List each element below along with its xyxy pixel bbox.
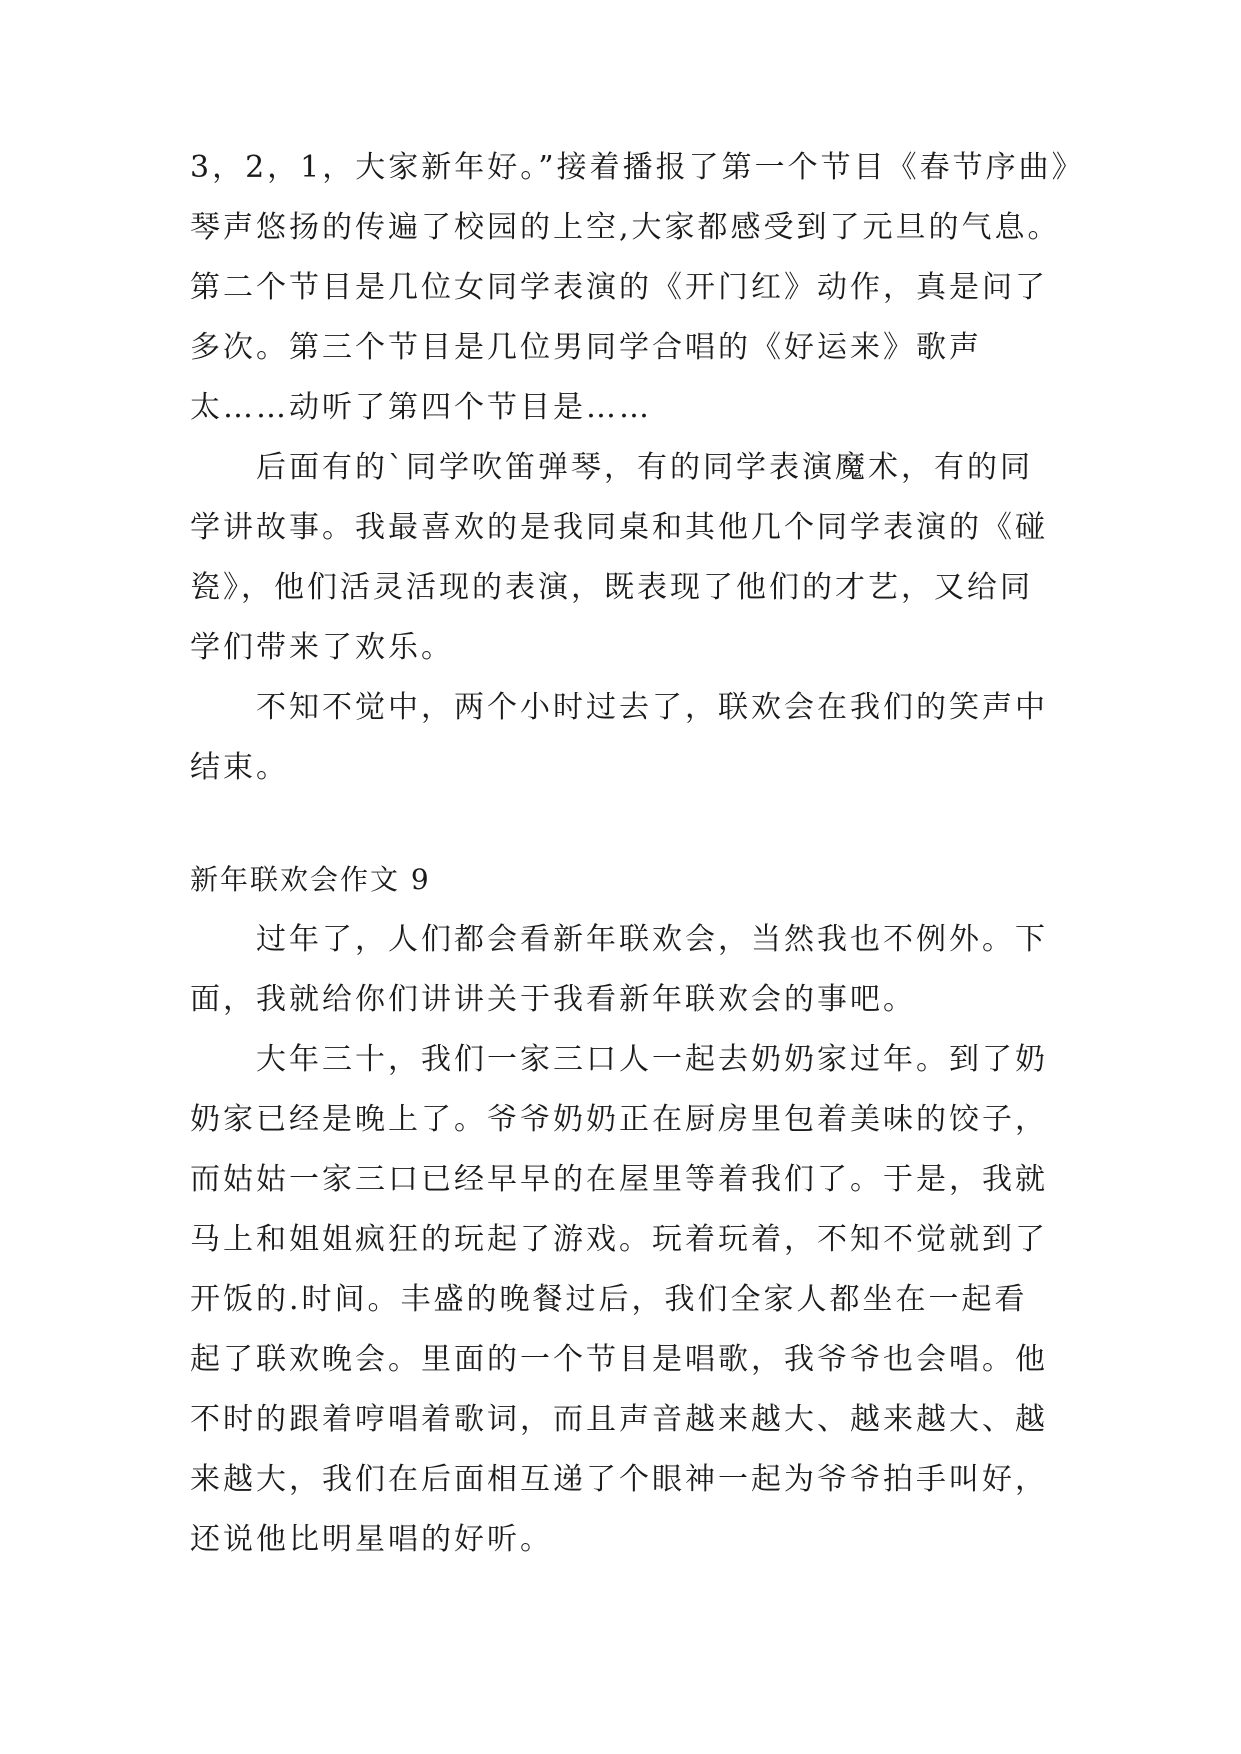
section-title: 新年联欢会作文 9 — [190, 863, 431, 896]
paragraph-line: 马上和姐姐疯狂的玩起了游戏。玩着玩着，不知不觉就到了 — [190, 1222, 1048, 1257]
paragraph-line: 多次。第三个节目是几位男同学合唱的《好运来》歌声 — [190, 330, 982, 365]
paragraph-line: 后面有的`同学吹笛弹琴，有的同学表演魔术，有的同 — [256, 450, 1033, 485]
paragraph-line: 学讲故事。我最喜欢的是我同桌和其他几个同学表演的《碰 — [190, 510, 1048, 545]
paragraph-line: 还说他比明星唱的好听。 — [190, 1522, 553, 1557]
paragraph-line: 不知不觉中，两个小时过去了，联欢会在我们的笑声中 — [256, 690, 1048, 725]
paragraph-line: 第二个节目是几位女同学表演的《开门红》动作，真是问了 — [190, 270, 1048, 305]
paragraph-line: 3，2，1，大家新年好。”接着播报了第一个节目《春节序曲》 — [190, 150, 1085, 185]
paragraph-line: 而姑姑一家三口已经早早的在屋里等着我们了。于是，我就 — [190, 1162, 1048, 1197]
paragraph-line: 结束。 — [190, 750, 289, 785]
paragraph-line: 奶家已经是晚上了。爷爷奶奶正在厨房里包着美味的饺子， — [190, 1102, 1048, 1137]
paragraph-line: 琴声悠扬的传遍了校园的上空,大家都感受到了元旦的气息。 — [190, 210, 1061, 245]
paragraph-line: 学们带来了欢乐。 — [190, 630, 454, 665]
paragraph-line: 面，我就给你们讲讲关于我看新年联欢会的事吧。 — [190, 982, 916, 1017]
paragraph-line: 不时的跟着哼唱着歌词，而且声音越来越大、越来越大、越 — [190, 1402, 1048, 1437]
paragraph-line: 开饭的.时间。丰盛的晚餐过后，我们全家人都坐在一起看 — [190, 1282, 1028, 1317]
paragraph-line: 起了联欢晚会。里面的一个节目是唱歌，我爷爷也会唱。他 — [190, 1342, 1048, 1377]
paragraph-line: 瓷》，他们活灵活现的表演，既表现了他们的才艺，又给同 — [190, 570, 1033, 605]
paragraph-line: 太……动听了第四个节目是…… — [190, 390, 652, 425]
paragraph-line: 过年了，人们都会看新年联欢会，当然我也不例外。下 — [256, 922, 1048, 957]
paragraph-line: 大年三十，我们一家三口人一起去奶奶家过年。到了奶 — [256, 1042, 1048, 1077]
paragraph-line: 来越大，我们在后面相互递了个眼神一起为爷爷拍手叫好， — [190, 1462, 1048, 1497]
